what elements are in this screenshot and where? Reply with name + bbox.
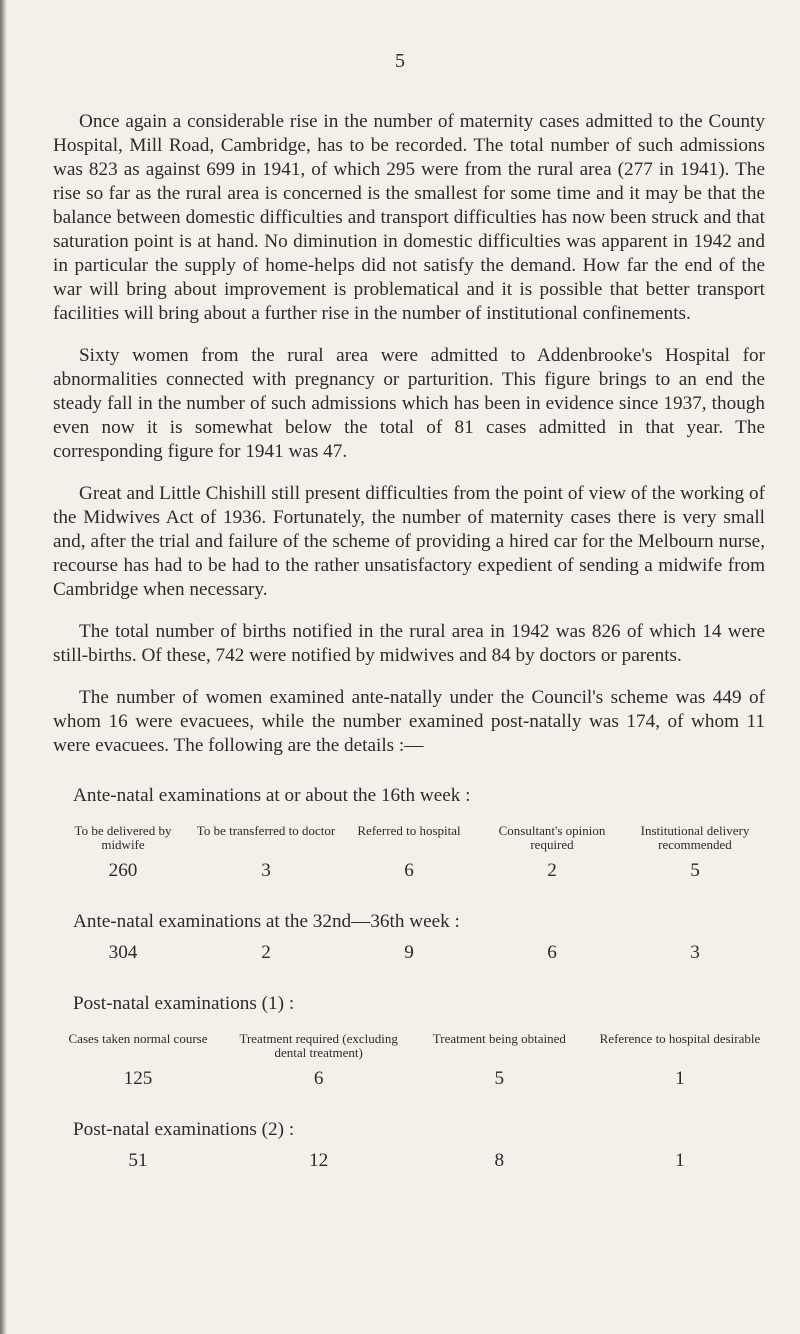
page-edge (0, 0, 7, 1334)
column-header: Consultant's opinion required (498, 823, 606, 852)
post-natal-1-values (53, 1068, 765, 1090)
column-header: To be transferred to doctor (196, 823, 336, 838)
column-header: Reference to hospital desirable (599, 1031, 761, 1046)
value-cell: 5 (494, 1068, 505, 1089)
column-header: Treatment required (excluding dental treatment) (239, 1031, 398, 1060)
column-header: Cases taken normal course (68, 1031, 208, 1046)
post-natal-column-headers (53, 1032, 765, 1060)
value-cell: 260 (108, 860, 138, 881)
column-header: Treatment being obtained (432, 1031, 566, 1046)
ante-natal-32-heading: Ante-natal examinations at the 32nd—36th week : (73, 911, 460, 932)
value-cell: 1 (675, 1068, 685, 1089)
post-natal-2-values (53, 1150, 765, 1172)
page-number: 5 (395, 50, 405, 72)
column-header: To be delivered by midwife (74, 823, 172, 852)
post-natal-1-heading: Post-natal examinations (1) : (73, 993, 295, 1014)
ante-natal-column-headers (53, 824, 765, 852)
value-cell: 8 (494, 1150, 505, 1171)
paragraph-births-notified: The total number of births notified in the rural area in 1942 was 826 of which 14 were still-births. Of these, 742 were notified by midwives and 84 by doctors or parents. (53, 621, 765, 666)
value-cell: 6 (547, 942, 557, 963)
value-cell: 6 (313, 1068, 324, 1089)
value-cell: 12 (309, 1150, 329, 1171)
value-cell: 5 (690, 860, 700, 881)
document-body (53, 110, 765, 1172)
column-header: Referred to hospital (357, 823, 461, 838)
value-cell: 51 (128, 1150, 148, 1171)
paragraph-examinations: The number of women examined ante-natally under the Council's scheme was 449 of whom 16 were evacuees, while the number examined post-natally was 174, of whom 11 were evacuees. The following are the details :— (53, 687, 765, 756)
ante-natal-32-values (53, 942, 765, 964)
paragraph-addenbrookes: Sixty women from the rural area were admitted to Addenbrooke's Hospital for abnormalities connected with pregnancy or parturition. This figure brings to an end the steady fall in the number of such admissions which has been in evidence since 1937, though even now it is somewhat below the total of 81 cases admitted in that year. The corresponding figure for 1941 was 47. (53, 345, 765, 462)
value-cell: 3 (261, 860, 271, 881)
value-cell: 304 (108, 942, 138, 963)
value-cell: 9 (404, 942, 414, 963)
paragraph-chishill: Great and Little Chishill still present difficulties from the point of view of the working of the Midwives Act of 1936. Fortunately, the number of maternity cases there is very small and, after the trial and failure of the scheme of providing a hired car for the Melbourn nurse, recourse has had to be had to the rather unsatisfactory expedient of sending a midwife from Cambridge when necessary. (53, 483, 765, 600)
value-cell: 1 (675, 1150, 685, 1171)
paragraph-maternity-admissions: Once again a considerable rise in the number of maternity cases admitted to the County Hospital, Mill Road, Cambridge, has to be recorded. The total number of such admissions was 823 as against 699 in 1941, of which 295 were from the rural area (277 in 1941). The rise so far as the rural area is concerned is the smallest for some time and it may be that the balance between domestic difficulties and transport difficulties has now been struck and that saturation point is at hand. No diminution in domestic difficulties was apparent in 1942 and in particular the supply of home-helps did not satisfy the demand. How far the end of the war will bring about improvement is problematical and it is possible that better transport facilities will bring about a further rise in the number of institutional confinements. (53, 111, 765, 324)
ante-natal-16-heading: Ante-natal examinations at or about the 16th week : (73, 785, 471, 806)
value-cell: 6 (404, 860, 414, 881)
value-cell: 2 (261, 942, 271, 963)
value-cell: 125 (123, 1068, 153, 1089)
value-cell: 3 (690, 942, 700, 963)
value-cell: 2 (547, 860, 557, 881)
post-natal-2-heading: Post-natal examinations (2) : (73, 1119, 295, 1140)
ante-natal-16-values (53, 860, 765, 882)
column-header: Institutional delivery recommended (640, 823, 750, 852)
